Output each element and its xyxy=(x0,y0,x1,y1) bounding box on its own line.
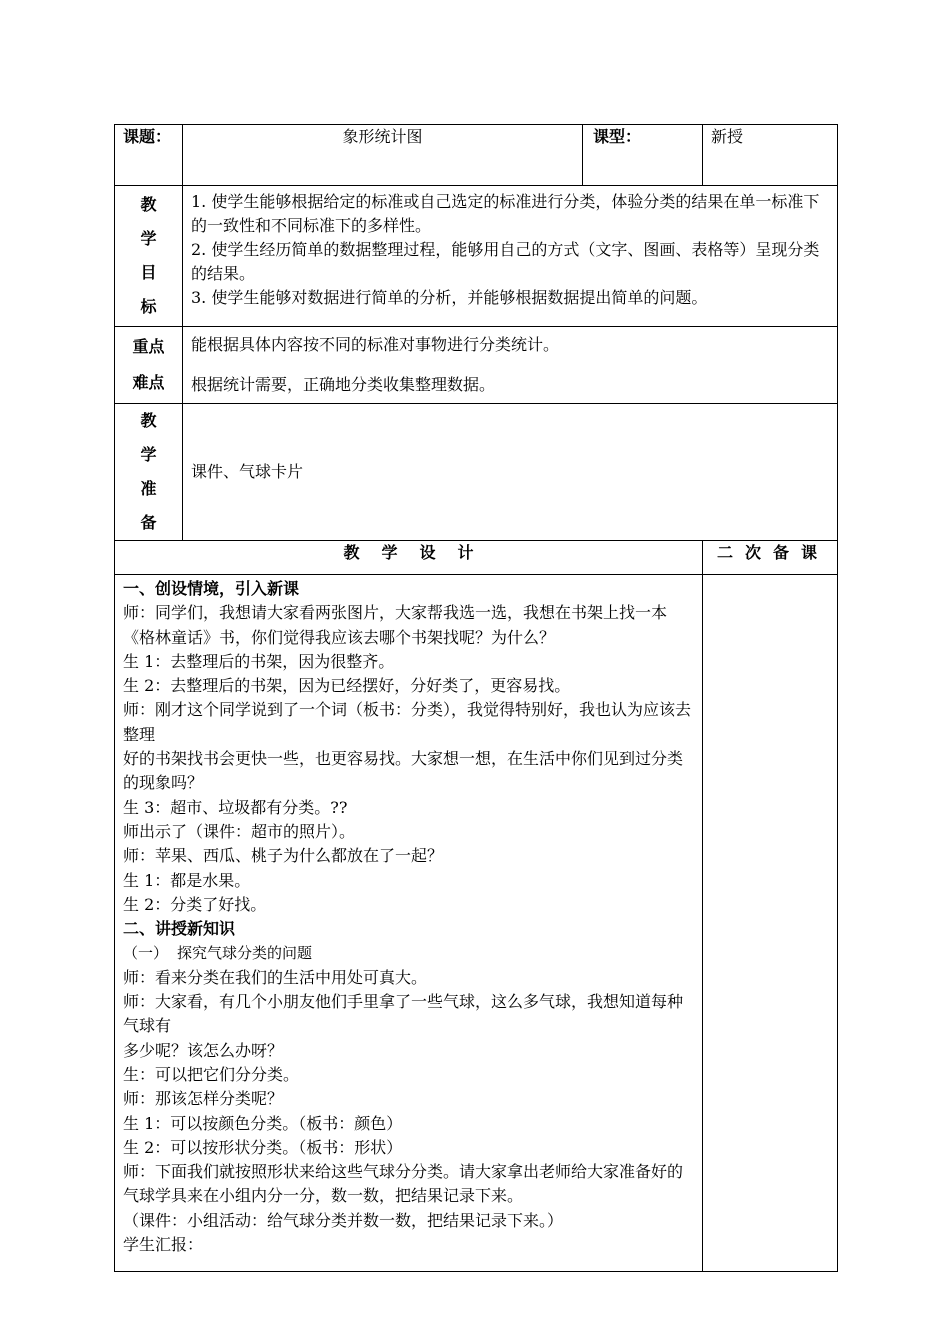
objectives-label-char: 目 xyxy=(140,263,157,282)
dialogue-line: 师出示了（课件：超市的照片）。 xyxy=(123,821,356,841)
design-body-row xyxy=(115,575,838,1272)
difficulty-text: 根据统计需要，正确地分类收集整理数据。 xyxy=(191,375,496,394)
dialogue-line: 师：同学们，我想请大家看两张图片，大家帮我选一选，我想在书架上找一本《格林童话》书，你们觉得我应该去哪个书架找呢？为什么？ xyxy=(123,603,668,647)
preparation-row xyxy=(115,404,838,541)
revision-heading-cell xyxy=(703,541,838,575)
dialogue-line: 生 2：分类了好找。 xyxy=(123,894,267,914)
design-heading-cell xyxy=(115,541,703,575)
lesson-plan-sheet xyxy=(114,124,837,1272)
dialogue-line: 生 3：超市、垃圾都有分类。?? xyxy=(123,797,348,817)
dialogue-line: 师：大家看，有几个小朋友他们手里拿了一些气球，这么多气球，我想知道每种气球有 xyxy=(123,992,684,1036)
title-row xyxy=(115,125,838,186)
lesson-type-label: 课型： xyxy=(583,125,703,186)
topic-label: 课题： xyxy=(115,125,183,186)
section-heading: 二、讲授新知识 xyxy=(123,919,236,939)
objective-item: 1. 使学生能够根据给定的标准或自己选定的标准进行分类，体验分类的结果在单一标准下的一致性和不同标准下的多样性。 xyxy=(191,192,820,235)
preparation-content: 课件、气球卡片 xyxy=(183,404,838,541)
objectives-label-char: 学 xyxy=(140,229,157,248)
revision-notes xyxy=(703,575,838,1272)
revision-heading: 二次备课 xyxy=(717,543,830,562)
dialogue-line: 好的书架找书会更快一些，也更容易找。大家想一想，在生活中你们见到过分类的现象吗？ xyxy=(123,749,684,793)
key-point-text: 能根据具体内容按不同的标准对事物进行分类统计。 xyxy=(191,335,560,354)
dialogue-line: 师：苹果、西瓜、桃子为什么都放在了一起？ xyxy=(123,846,444,866)
dialogue-line: 师：那该怎样分类呢？ xyxy=(123,1089,284,1109)
objectives-label xyxy=(115,186,183,327)
objectives-content xyxy=(183,186,838,327)
lesson-plan-table xyxy=(114,124,838,1272)
objectives-label-char: 标 xyxy=(140,297,157,316)
objectives-row xyxy=(115,186,838,327)
design-heading: 教学设计 xyxy=(343,543,496,562)
preparation-label xyxy=(115,404,183,541)
dialogue-line: 生 2：可以按形状分类。（板书：形状） xyxy=(123,1137,403,1157)
preparation-label-line: 教学 xyxy=(140,411,169,464)
dialogue-line: 学生汇报： xyxy=(123,1235,204,1255)
dialogue-line: 生 1：可以按颜色分类。（板书：颜色） xyxy=(123,1113,403,1133)
preparation-label-line: 准备 xyxy=(140,479,169,532)
dialogue-line: 生 1：都是水果。 xyxy=(123,870,251,890)
design-content xyxy=(115,575,703,1272)
dialogue-line: 生 2：去整理后的书架，因为已经摆好，分好类了，更容易找。 xyxy=(123,676,571,696)
focus-label xyxy=(115,327,183,404)
objective-item: 2. 使学生经历简单的数据整理过程，能够用自己的方式（文字、图画、表格等）呈现分类的结果。 xyxy=(191,240,820,283)
dialogue-line: 师：下面我们就按照形状来给这些气球分分类。请大家拿出老师给大家准备好的气球学具来在小组内分一分，数一数，把结果记录下来。 xyxy=(123,1162,684,1206)
objective-item: 3. 使学生能够对数据进行简单的分析，并能够根据数据提出简单的问题。 xyxy=(191,288,708,307)
focus-row xyxy=(115,327,838,404)
dialogue-line: 多少呢？该怎么办呀？ xyxy=(123,1040,284,1060)
dialogue-line: 生 1：去整理后的书架，因为很整齐。 xyxy=(123,651,395,671)
section-heading: 一、创设情境，引入新课 xyxy=(123,579,300,598)
focus-content xyxy=(183,327,838,404)
key-point-label: 重点 xyxy=(132,337,165,356)
dialogue-line: 师：看来分类在我们的生活中用处可真大。 xyxy=(123,967,428,987)
lesson-type-value: 新授 xyxy=(703,125,838,186)
subsection-heading: （一） 探究气球分类的问题 xyxy=(123,944,313,963)
design-header-row xyxy=(115,541,838,575)
difficulty-label: 难点 xyxy=(132,373,165,392)
dialogue-line: 生：可以把它们分分类。 xyxy=(123,1064,300,1084)
dialogue-line: 师：刚才这个同学说到了一个词（板书：分类），我觉得特别好，我也认为应该去整理 xyxy=(123,700,692,744)
topic-value: 象形统计图 xyxy=(183,125,583,186)
dialogue-line: （课件：小组活动：给气球分类并数一数，把结果记录下来。） xyxy=(123,1210,564,1230)
objectives-label-char: 教 xyxy=(140,195,157,214)
